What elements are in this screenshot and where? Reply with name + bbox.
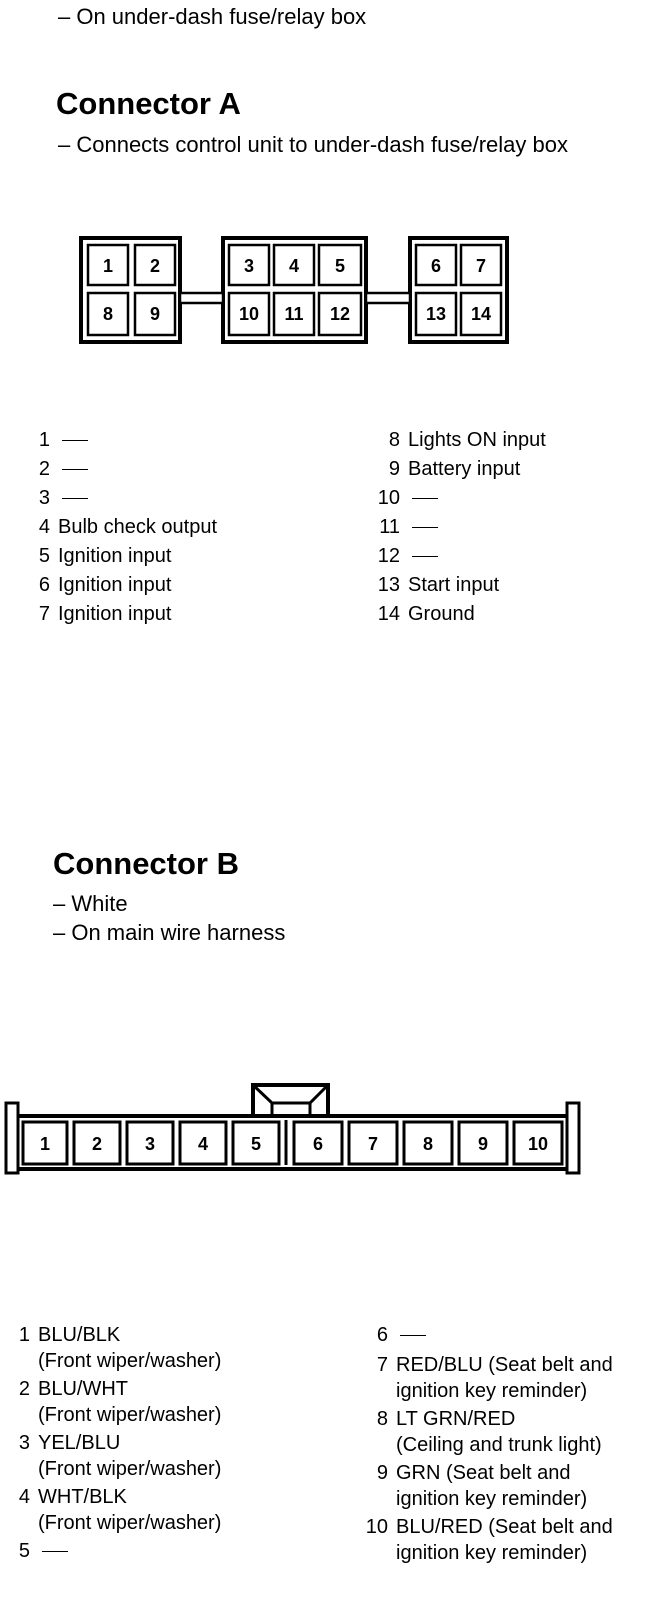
pin-row: 14 Ground — [377, 603, 475, 625]
pin-row: 13 Start input — [377, 574, 500, 596]
pin-row: 3 — [30, 484, 217, 513]
connector-b-cell-label: 3 — [144, 1134, 156, 1154]
unused-dash — [412, 556, 438, 557]
pin-row: 12 — [370, 542, 546, 571]
pin-row: 10 BLU/RED (Seat belt and ignition key reminder) — [365, 1516, 613, 1564]
pin-row: 9 Battery input — [388, 458, 521, 480]
connector-a-pin-list-right — [370, 426, 546, 629]
unused-dash — [412, 527, 438, 528]
connector-b-cell-label: 5 — [250, 1134, 262, 1154]
connector-a-shell-middle — [223, 238, 366, 342]
connector-b-end-post-left — [6, 1103, 18, 1173]
pin-row: 7 RED/BLU (Seat belt and ignition key reminder) — [376, 1354, 613, 1402]
connector-a-cell-label: 11 — [284, 304, 304, 324]
pin-row: 7 Ignition input — [38, 603, 172, 625]
connector-a-bridge-2 — [366, 293, 410, 303]
unused-dash — [62, 440, 88, 441]
connector-a-shell-left — [81, 238, 180, 342]
connector-b-cell-label: 6 — [312, 1134, 324, 1154]
connector-a-title: Connector A — [56, 86, 241, 121]
pin-row: 5 Ignition input — [38, 545, 172, 567]
connector-a-cell-label: 13 — [425, 304, 447, 324]
pin-row: 5 — [6, 1538, 221, 1564]
top-note: – On under-dash fuse/relay box — [58, 4, 367, 29]
pin-row: 6 Ignition input — [38, 574, 172, 596]
connector-b-cell-label: 1 — [39, 1134, 51, 1154]
pin-row: 10 — [370, 484, 546, 513]
connector-b-diagram — [0, 1075, 672, 1185]
connector-a-cell-label: 2 — [149, 256, 161, 276]
connector-a-cell-label: 8 — [102, 304, 114, 324]
pin-row: 11 — [370, 513, 546, 542]
unused-dash — [62, 498, 88, 499]
connector-b-cell-label: 4 — [197, 1134, 209, 1154]
connector-b-cell-label: 8 — [422, 1134, 434, 1154]
pin-row: 6 — [364, 1322, 613, 1348]
connector-b-cell-label: 10 — [527, 1134, 549, 1154]
pin-row: 4 Bulb check output — [38, 516, 217, 538]
connector-a-cell-label: 10 — [238, 304, 260, 324]
connector-a-cell-label: 5 — [334, 256, 346, 276]
connector-a-cell-label: 1 — [102, 256, 114, 276]
connector-a-cell-label: 14 — [470, 304, 492, 324]
connector-a-cell-label: 6 — [430, 256, 442, 276]
pin-row: 9 GRN (Seat belt and ignition key reminder) — [376, 1462, 588, 1510]
connector-a-cell-label: 12 — [329, 304, 351, 324]
pin-row: 3 YEL/BLU (Front wiper/washer) — [18, 1432, 222, 1480]
unused-dash — [400, 1335, 426, 1336]
pin-row: 8 LT GRN/RED (Ceiling and trunk light) — [376, 1408, 602, 1456]
connector-b-latch — [253, 1085, 328, 1116]
connector-a-diagram — [0, 230, 672, 350]
connector-a-bridge-1 — [180, 293, 223, 303]
pin-row: 1 — [30, 426, 217, 455]
pin-row: 4 WHT/BLK (Front wiper/washer) — [18, 1486, 222, 1534]
connector-b-pin-list-left — [6, 1322, 221, 1564]
connector-b-cell-label: 9 — [477, 1134, 489, 1154]
connector-b-latch-inner — [253, 1085, 328, 1103]
pin-row: 2 BLU/WHT (Front wiper/washer) — [18, 1378, 222, 1426]
unused-dash — [62, 469, 88, 470]
connector-b-note-location: – On main wire harness — [53, 920, 286, 945]
unused-dash — [42, 1551, 68, 1552]
connector-a-cell-label: 4 — [288, 256, 300, 276]
connector-a-cell-label: 9 — [149, 304, 161, 324]
pin-row: 1 BLU/BLK (Front wiper/washer) — [18, 1324, 222, 1372]
connector-b-cell-label: 7 — [367, 1134, 379, 1154]
connector-a-cell-label: 7 — [475, 256, 487, 276]
connector-a-pin-list-left — [30, 426, 217, 629]
pin-row: 8 Lights ON input — [388, 429, 546, 451]
connector-a-shell-right — [410, 238, 507, 342]
connector-b-title: Connector B — [53, 846, 239, 881]
unused-dash — [412, 498, 438, 499]
connector-a-note: – Connects control unit to under-dash fuse/relay box — [58, 132, 568, 157]
connector-b-end-post-right — [567, 1103, 579, 1173]
connector-a-cell-label: 3 — [243, 256, 255, 276]
pin-row: 2 — [30, 455, 217, 484]
connector-b-cell-label: 2 — [91, 1134, 103, 1154]
connector-b-note-color: – White — [53, 891, 128, 916]
connector-b-pin-list-right — [364, 1322, 613, 1566]
